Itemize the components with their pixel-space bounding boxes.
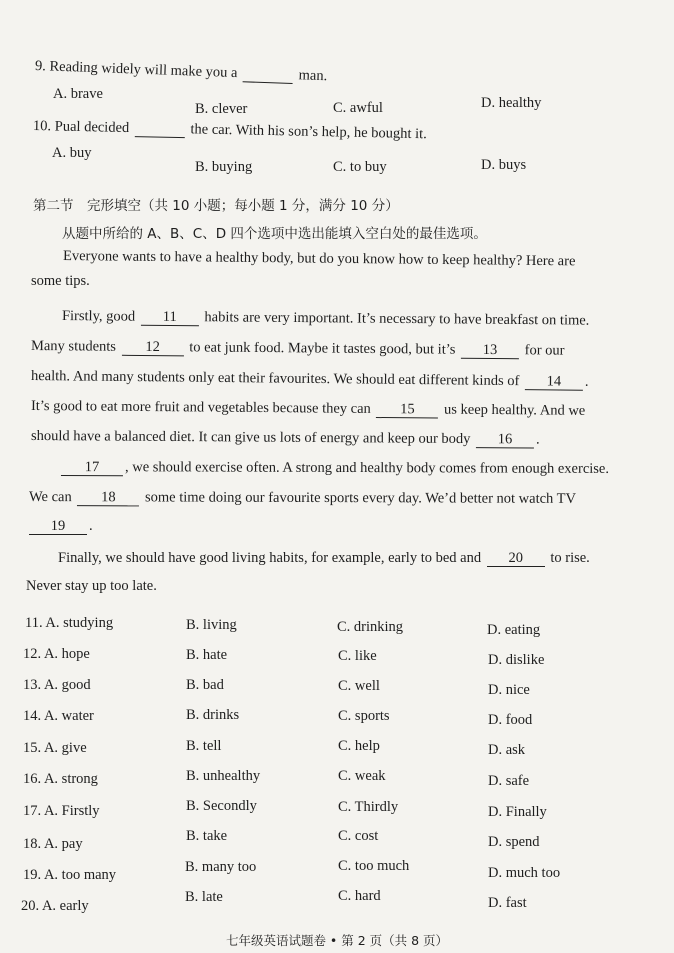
passage-line-4 bbox=[31, 338, 565, 360]
choice-13-a: 13. A. good bbox=[23, 677, 91, 693]
choice-14-a: 14. A. water bbox=[23, 708, 94, 724]
passage-text: some time doing our favourite sports every day. We’d better not watch TV bbox=[144, 489, 577, 507]
choice-14-b: B. drinks bbox=[186, 707, 240, 723]
blank-14: 14 bbox=[525, 374, 583, 391]
choice-19-b: B. many too bbox=[185, 859, 257, 875]
section-title: 第二节 完形填空（共 10 小题；每小题 1 分，满分 10 分） bbox=[33, 198, 399, 214]
choice-15-d: D. ask bbox=[488, 742, 526, 758]
choice-18-d: D. spend bbox=[488, 834, 540, 850]
passage-line-8 bbox=[59, 459, 609, 478]
choice-17-c: C. Thirdly bbox=[338, 799, 399, 815]
passage-text: . bbox=[535, 431, 540, 448]
choice-16-d: D. safe bbox=[488, 773, 530, 789]
q10-option-c: C. to buy bbox=[333, 159, 387, 175]
passage-line-7 bbox=[31, 428, 540, 449]
blank-17: 17 bbox=[61, 460, 123, 476]
passage-line-1: Everyone wants to have a healthy body, but do you know how to keep healthy? Here are bbox=[62, 248, 576, 270]
choice-12-b: B. hate bbox=[186, 647, 228, 663]
choice-11-c: C. drinking bbox=[337, 619, 404, 635]
passage-line-3 bbox=[62, 308, 590, 330]
choice-16-a: 16. A. strong bbox=[23, 771, 98, 787]
choice-12-a: 12. A. hope bbox=[23, 646, 90, 662]
choice-18-c: C. cost bbox=[338, 828, 379, 844]
q9-stem bbox=[35, 58, 328, 85]
q10-option-b: B. buying bbox=[195, 159, 253, 175]
passage-line-11 bbox=[58, 550, 590, 567]
page-footer: 七年级英语试题卷 • 第 2 页（共 8 页） bbox=[225, 933, 449, 948]
choice-18-b: B. take bbox=[186, 828, 228, 844]
choice-14-c: C. sports bbox=[338, 708, 390, 724]
blank-12: 12 bbox=[122, 340, 184, 357]
choice-11-b: B. living bbox=[186, 617, 237, 633]
passage-line-5 bbox=[31, 368, 589, 391]
q9-option-b: B. clever bbox=[195, 101, 248, 117]
q10-stem bbox=[33, 118, 427, 143]
choice-19-c: C. too much bbox=[338, 858, 410, 874]
blank-18: 18 bbox=[77, 490, 139, 506]
blank-16: 16 bbox=[476, 432, 534, 448]
q9-option-d: D. healthy bbox=[481, 95, 542, 111]
choice-15-c: C. help bbox=[338, 738, 380, 754]
blank-20: 20 bbox=[487, 551, 545, 567]
choice-17-d: D. Finally bbox=[488, 804, 547, 820]
q10-option-d: D. buys bbox=[481, 157, 527, 173]
choice-16-b: B. unhealthy bbox=[186, 768, 261, 784]
blank-15: 15 bbox=[376, 402, 438, 419]
passage-text: . bbox=[89, 518, 93, 534]
choice-19-a: 19. A. too many bbox=[23, 867, 117, 883]
blank-13: 13 bbox=[461, 343, 519, 360]
choice-20-b: B. late bbox=[185, 889, 223, 905]
passage-text: health. And many students only eat their favourites. We should eat different kinds of bbox=[30, 368, 520, 390]
passage-text: to rise. bbox=[550, 550, 590, 566]
blank-19: 19 bbox=[29, 519, 87, 535]
choice-13-d: D. nice bbox=[488, 682, 530, 698]
choice-11-d: D. eating bbox=[487, 622, 541, 638]
passage-text: It’s good to eat more fruit and vegetables because they can bbox=[30, 398, 371, 417]
section-instruction: 从题中所给的 A、B、C、D 四个选项中选出能填入空白处的最佳选项。 bbox=[62, 226, 487, 242]
passage-text: , we should exercise often. A strong and healthy body comes from enough exercise. bbox=[124, 459, 610, 477]
q9-stem-end: man. bbox=[298, 67, 328, 85]
choice-20-a: 20. A. early bbox=[21, 898, 89, 914]
blank-11: 11 bbox=[141, 310, 199, 327]
q10-blank bbox=[135, 121, 185, 138]
choice-11-a: 11. A. studying bbox=[25, 615, 114, 631]
q9-option-c: C. awful bbox=[333, 100, 383, 116]
passage-line-9 bbox=[29, 489, 576, 508]
choice-19-d: D. much too bbox=[488, 865, 561, 881]
passage-text: to eat junk food. Maybe it tastes good, but it’s bbox=[189, 339, 456, 358]
passage-line-6 bbox=[31, 398, 585, 420]
passage-text: We can bbox=[28, 489, 72, 506]
choice-17-b: B. Secondly bbox=[186, 798, 257, 814]
q9-stem-start: 9. Reading widely will make you a bbox=[34, 58, 238, 82]
choice-20-c: C. hard bbox=[338, 888, 381, 904]
q10-stem-end: the car. With his son’s help, he bought it. bbox=[190, 121, 427, 143]
choice-13-b: B. bad bbox=[186, 677, 224, 693]
q9-option-a: A. brave bbox=[53, 86, 103, 102]
choice-13-c: C. well bbox=[338, 678, 380, 694]
choice-12-c: C. like bbox=[338, 648, 377, 664]
passage-line-2: some tips. bbox=[31, 273, 90, 289]
passage-text: Many students bbox=[30, 338, 117, 355]
choice-17-a: 17. A. Firstly bbox=[23, 803, 100, 819]
choice-20-d: D. fast bbox=[488, 895, 527, 911]
choice-16-c: C. weak bbox=[338, 768, 386, 784]
choice-14-d: D. food bbox=[488, 712, 533, 728]
q10-option-a: A. buy bbox=[52, 145, 92, 161]
choice-12-d: D. dislike bbox=[488, 652, 545, 668]
passage-text: for our bbox=[524, 342, 565, 359]
choice-15-b: B. tell bbox=[186, 738, 222, 754]
passage-text: Finally, we should have good living habits, for example, early to bed and bbox=[58, 550, 482, 566]
q9-blank bbox=[243, 66, 294, 84]
passage-text: should have a balanced diet. It can give us lots of energy and keep our body bbox=[30, 428, 471, 448]
passage-text: habits are very important. It’s necessary to have breakfast on time. bbox=[204, 309, 590, 329]
passage-text: . bbox=[584, 373, 589, 390]
q10-stem-start: 10. Pual decided bbox=[32, 118, 130, 137]
passage-text: Firstly, good bbox=[61, 308, 136, 325]
choice-18-a: 18. A. pay bbox=[23, 836, 83, 852]
passage-line-10 bbox=[27, 518, 93, 535]
passage-text: us keep healthy. And we bbox=[443, 401, 586, 419]
passage-line-12: Never stay up too late. bbox=[26, 578, 157, 594]
choice-15-a: 15. A. give bbox=[23, 740, 87, 756]
